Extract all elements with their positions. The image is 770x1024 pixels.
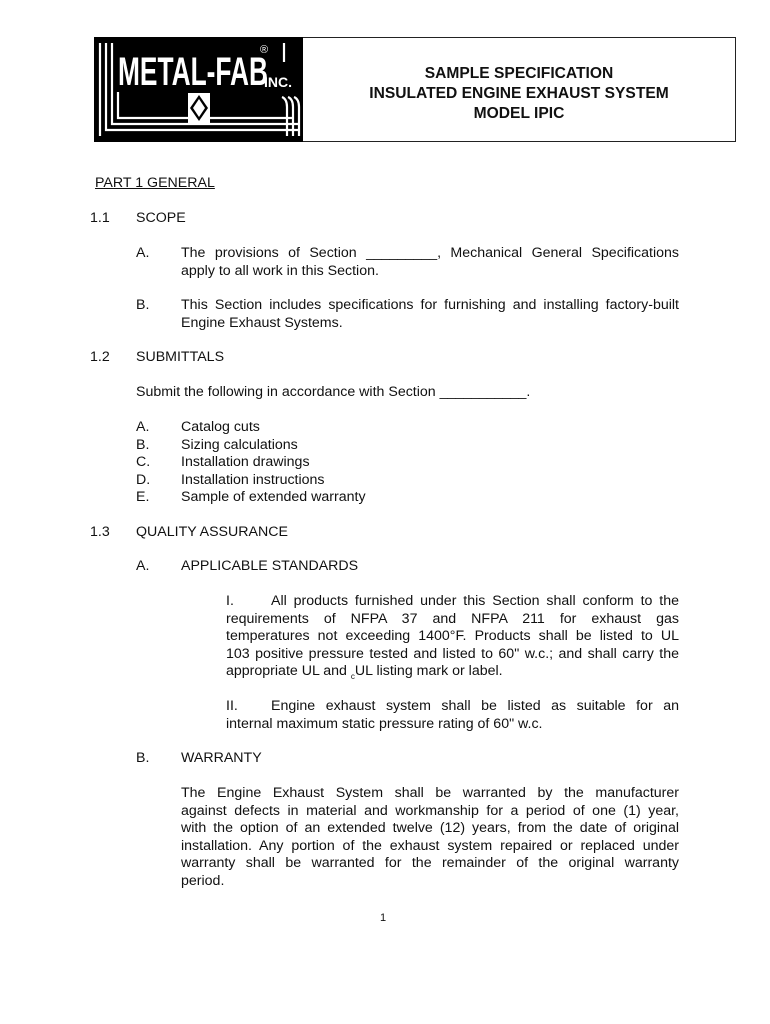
section-heading-submittals: SUBMITTALS bbox=[136, 349, 225, 365]
standard-i-line-2: requirements of NFPA 37 and NFPA 211 for exhaust gas bbox=[226, 610, 679, 627]
warranty-line: with the option of an extended twelve (12) years, from the date of original bbox=[181, 820, 679, 836]
warranty-line: installation. Any portion of the exhaust system repaired or replaced under bbox=[181, 837, 679, 854]
standard-i-line-5a: appropriate UL and bbox=[226, 663, 351, 679]
list-item-letter: D. bbox=[136, 471, 151, 488]
scope-a-letter: A. bbox=[136, 245, 150, 261]
warranty-line: period. bbox=[181, 872, 225, 889]
standard-ii-number: II. bbox=[226, 698, 238, 714]
submittals-intro: Submit the following in accordance with Section ___________. bbox=[136, 384, 531, 400]
qa-a-heading: APPLICABLE STANDARDS bbox=[181, 558, 359, 574]
standard-ii-line-1: Engine exhaust system shall be listed as suitable for an bbox=[271, 698, 679, 714]
scope-a-text bbox=[181, 245, 679, 280]
section-number-1-1: 1.1 bbox=[90, 210, 110, 226]
list-item-letter: C. bbox=[136, 454, 151, 470]
list-item-text: Sample of extended warranty bbox=[181, 489, 366, 505]
standard-ii-paragraph bbox=[226, 698, 679, 733]
list-item-text: Installation drawings bbox=[181, 454, 310, 470]
standard-i-subscript: c bbox=[350, 671, 355, 681]
scope-b-line-2: Engine Exhaust Systems. bbox=[181, 314, 343, 331]
logo-graphic bbox=[94, 37, 303, 142]
warranty-paragraph bbox=[181, 785, 679, 890]
title-line-3: MODEL IPIC bbox=[473, 105, 565, 122]
document-title bbox=[304, 64, 734, 124]
list-item-text: Sizing calculations bbox=[181, 436, 298, 453]
qa-b-heading: WARRANTY bbox=[181, 750, 262, 766]
title-line-1: SAMPLE SPECIFICATION bbox=[424, 65, 614, 82]
list-item-letter: B. bbox=[136, 436, 150, 453]
warranty-line: The Engine Exhaust System shall be warranted by the manufacturer bbox=[181, 785, 679, 801]
warranty-line: against defects in material and workmanship for a period of one (1) year, bbox=[181, 802, 679, 819]
standard-i-number: I. bbox=[226, 593, 234, 609]
standard-i-line-5b: UL listing mark or label. bbox=[354, 663, 503, 679]
standard-i-line-1: All products furnished under this Section shall conform to the bbox=[271, 593, 679, 609]
section-heading-quality-assurance: QUALITY ASSURANCE bbox=[136, 524, 288, 540]
part-heading: PART 1 GENERAL bbox=[95, 175, 215, 191]
scope-b-line-1: This Section includes specifications for furnishing and installing factory-built bbox=[181, 297, 679, 313]
page-number: 1 bbox=[380, 912, 387, 924]
standard-i-paragraph bbox=[226, 593, 679, 685]
list-item-text: Catalog cuts bbox=[181, 419, 260, 435]
logo-text: METAL-FAB bbox=[118, 50, 268, 94]
standard-i-line-3: temperatures not exceeding 1400°F. Products shall be listed to UL bbox=[226, 628, 679, 644]
standard-i-line-4: 103 positive pressure tested and listed to 60" w.c.; and shall carry the bbox=[226, 645, 679, 662]
list-item-letter: A. bbox=[136, 419, 150, 435]
title-line-2: INSULATED ENGINE EXHAUST SYSTEM bbox=[369, 85, 669, 102]
scope-b-letter: B. bbox=[136, 297, 150, 313]
scope-a-line-1: The provisions of Section _________, Mechanical General Specifications bbox=[181, 245, 679, 261]
qa-a-letter: A. bbox=[136, 558, 150, 574]
standard-ii-line-2: internal maximum static pressure rating of 60" w.c. bbox=[226, 715, 543, 732]
scope-b-text bbox=[181, 297, 679, 332]
qa-b-letter: B. bbox=[136, 750, 150, 766]
section-number-1-2: 1.2 bbox=[90, 349, 110, 365]
company-logo bbox=[94, 37, 303, 142]
scope-a-line-2: apply to all work in this Section. bbox=[181, 262, 379, 279]
logo-suffix: INC. bbox=[264, 74, 292, 90]
warranty-line: warranty shall be warranted for the remainder of the original warranty bbox=[181, 855, 679, 871]
list-item-text: Installation instructions bbox=[181, 471, 325, 488]
list-item-letter: E. bbox=[136, 489, 150, 505]
registered-mark: ® bbox=[260, 44, 269, 56]
section-number-1-3: 1.3 bbox=[90, 524, 110, 540]
section-heading-scope: SCOPE bbox=[136, 210, 186, 226]
